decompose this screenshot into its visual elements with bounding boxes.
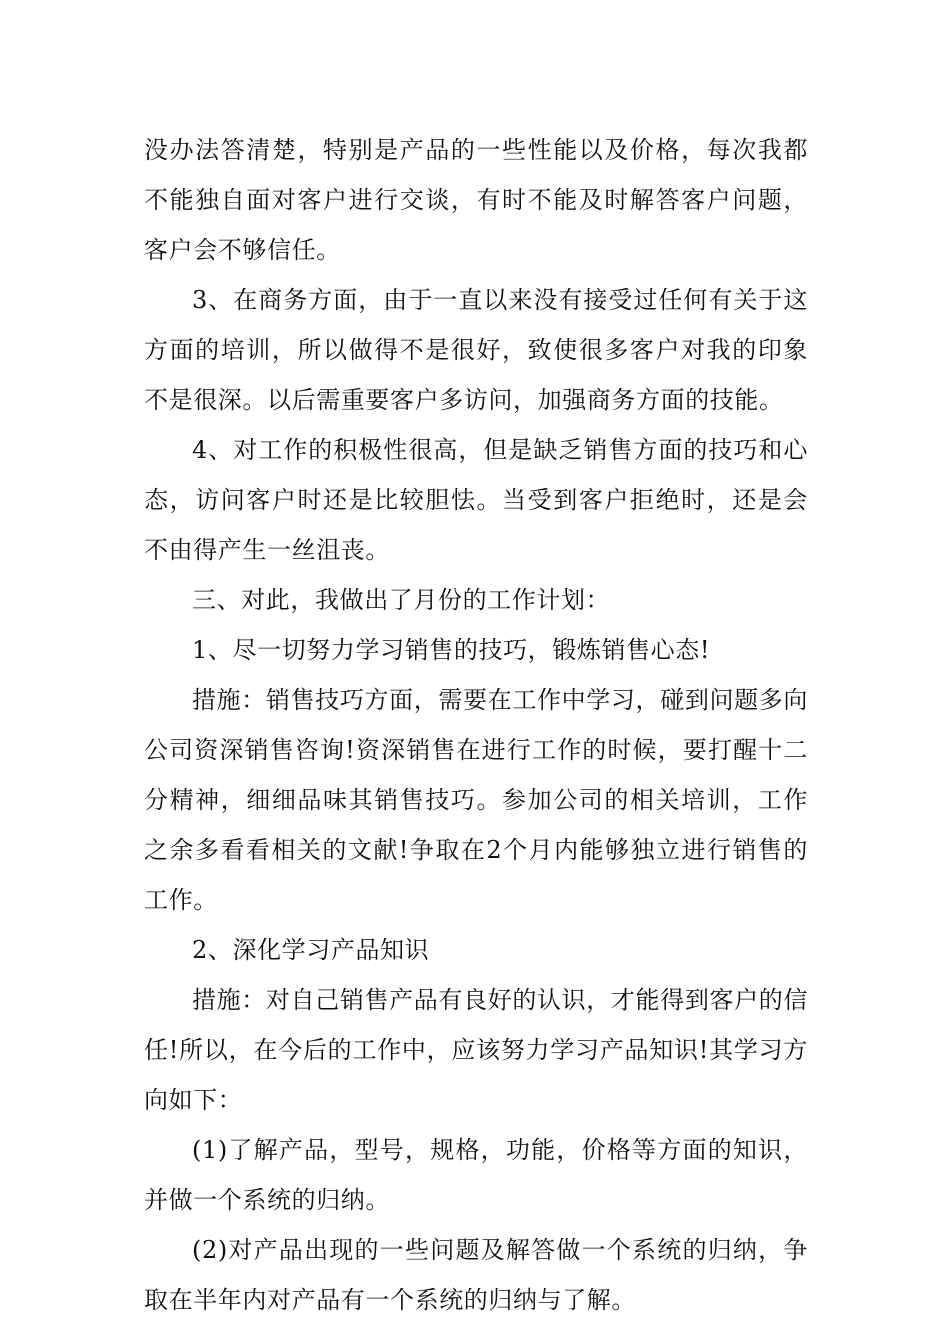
paragraph-item-3: 3、在商务方面，由于一直以来没有接受过任何有关于这方面的培训，所以做得不是很好，致使很多客户对我的印象不是很深。以后需重要客户多访问，加强商务方面的技能。: [144, 286, 808, 414]
plan-item-2-measures: 措施：对自己销售产品有良好的认识，才能得到客户的信任!所以，在今后的工作中，应该努力学习产品知识!其学习方向如下：: [144, 986, 808, 1114]
sub-item-2: (2)对产品出现的一些问题及解答做一个系统的归纳，争取在半年内对产品有一个系统的归纳与了解。: [144, 1236, 808, 1314]
plan-item-1: 1、尽一切努力学习销售的技巧，锻炼销售心态!: [192, 636, 711, 664]
plan-item-2: 2、深化学习产品知识: [192, 936, 430, 964]
plan-item-1-measures: 措施：销售技巧方面，需要在工作中学习，碰到问题多向公司资深销售咨询!资深销售在进行工作的时候，要打醒十二分精神，细细品味其销售技巧。参加公司的相关培训，工作之余多看看相关的文献!争取在2个月内能够独立进行销售的工作。: [144, 686, 808, 914]
section-heading-3: 三、对此，我做出了月份的工作计划：: [192, 586, 611, 614]
paragraph-continuation: 没办法答清楚，特别是产品的一些性能以及价格，每次我都不能独自面对客户进行交谈，有时不能及时解答客户问题，客户会不够信任。: [144, 136, 808, 264]
paragraph-item-4: 4、对工作的积极性很高，但是缺乏销售方面的技巧和心态，访问客户时还是比较胆怯。当受到客户拒绝时，还是会不由得产生一丝沮丧。: [144, 436, 808, 564]
sub-item-1: (1)了解产品，型号，规格，功能，价格等方面的知识，并做一个系统的归纳。: [144, 1136, 808, 1214]
document-body: [144, 125, 808, 1325]
